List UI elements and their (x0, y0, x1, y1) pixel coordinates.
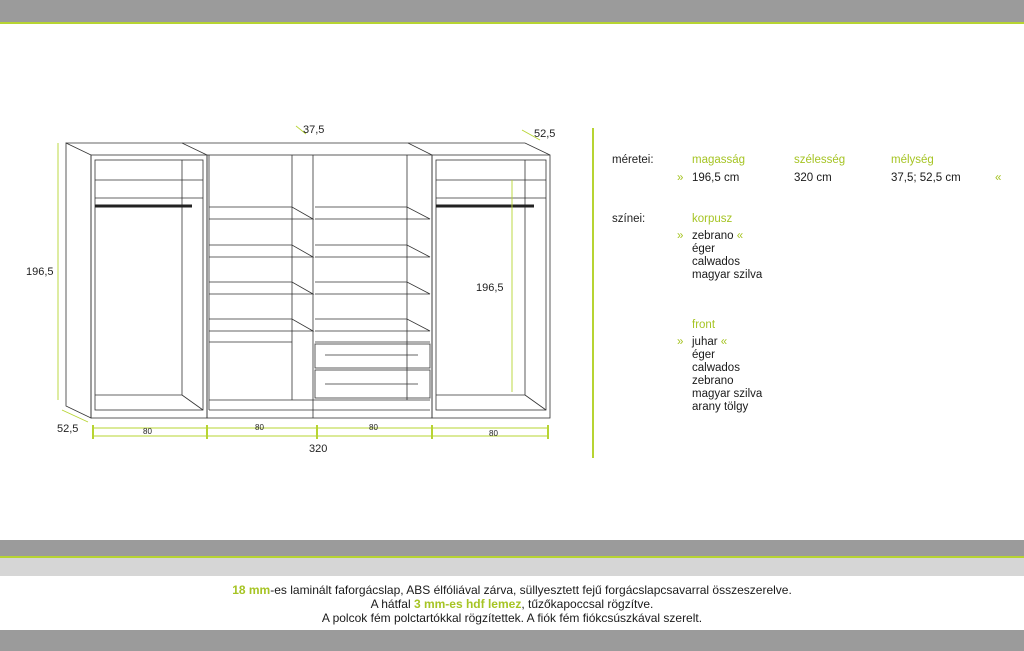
value-width: 320 cm (794, 172, 832, 184)
bottom-band (0, 630, 1024, 651)
footer-line-2: A hátfal 3 mm-es hdf lemez, tűzőkapoccsal rögzítve. (370, 597, 654, 611)
footer-line-1: 18 mm-es laminált faforgácslap, ABS élfóliával zárva, süllyesztett fejű forgácslapcsavarral összeszerelve. (232, 583, 792, 597)
front-list (692, 336, 762, 414)
dim-top-depth-b: 52,5 (534, 128, 556, 140)
right-wardrobe-unit (408, 143, 550, 418)
korpusz-item: calwados (692, 256, 740, 268)
korpusz-list (692, 230, 762, 282)
open-quote-sizes: » (677, 172, 684, 184)
dim-inner-height: 196,5 (476, 282, 504, 294)
middle-light-band (0, 558, 1024, 576)
dim-top-depth-a: 37,5 (303, 124, 325, 136)
header-depth: mélység (891, 154, 934, 166)
value-depth: 37,5; 52,5 cm (891, 172, 961, 184)
middle-shelf-unit (182, 143, 432, 418)
front-label: front (692, 319, 716, 331)
dim-section-3: 80 (369, 423, 378, 432)
material-description (0, 583, 1024, 625)
front-item: éger (692, 349, 716, 361)
dim-section-4: 80 (489, 429, 498, 438)
header-width: szélesség (794, 154, 846, 166)
dim-section-1: 80 (143, 427, 152, 436)
front-item: zebrano (692, 375, 734, 387)
dim-left-height: 196,5 (26, 266, 54, 278)
korpusz-label: korpusz (692, 213, 733, 225)
front-item: magyar szilva (692, 388, 763, 400)
sizes-label: méretei: (612, 154, 654, 166)
korpusz-item: magyar szilva (692, 269, 763, 281)
front-item: arany tölgy (692, 401, 749, 413)
dim-section-2: 80 (255, 423, 264, 432)
wardrobe-drawing (0, 0, 600, 470)
front-item: calwados (692, 362, 740, 374)
header-height: magasság (692, 154, 746, 166)
open-quote-korpusz: » (677, 230, 684, 242)
open-quote-front: » (677, 336, 684, 348)
korpusz-item: éger (692, 243, 716, 255)
korpusz-item: zebrano « (692, 230, 744, 242)
front-item: juhar « (692, 336, 728, 348)
footer-line-3: A polcok fém polctartókkal rögzítettek. A fiók fém fiókcsúszkával szerelt. (321, 611, 703, 625)
value-height: 196,5 cm (692, 172, 740, 184)
close-quote-sizes: « (995, 172, 1002, 184)
dim-total-width: 320 (309, 443, 328, 455)
dim-bottom-depth: 52,5 (57, 423, 79, 435)
colours-label: színei: (612, 213, 646, 225)
left-wardrobe-unit (66, 143, 207, 418)
middle-band (0, 540, 1024, 556)
